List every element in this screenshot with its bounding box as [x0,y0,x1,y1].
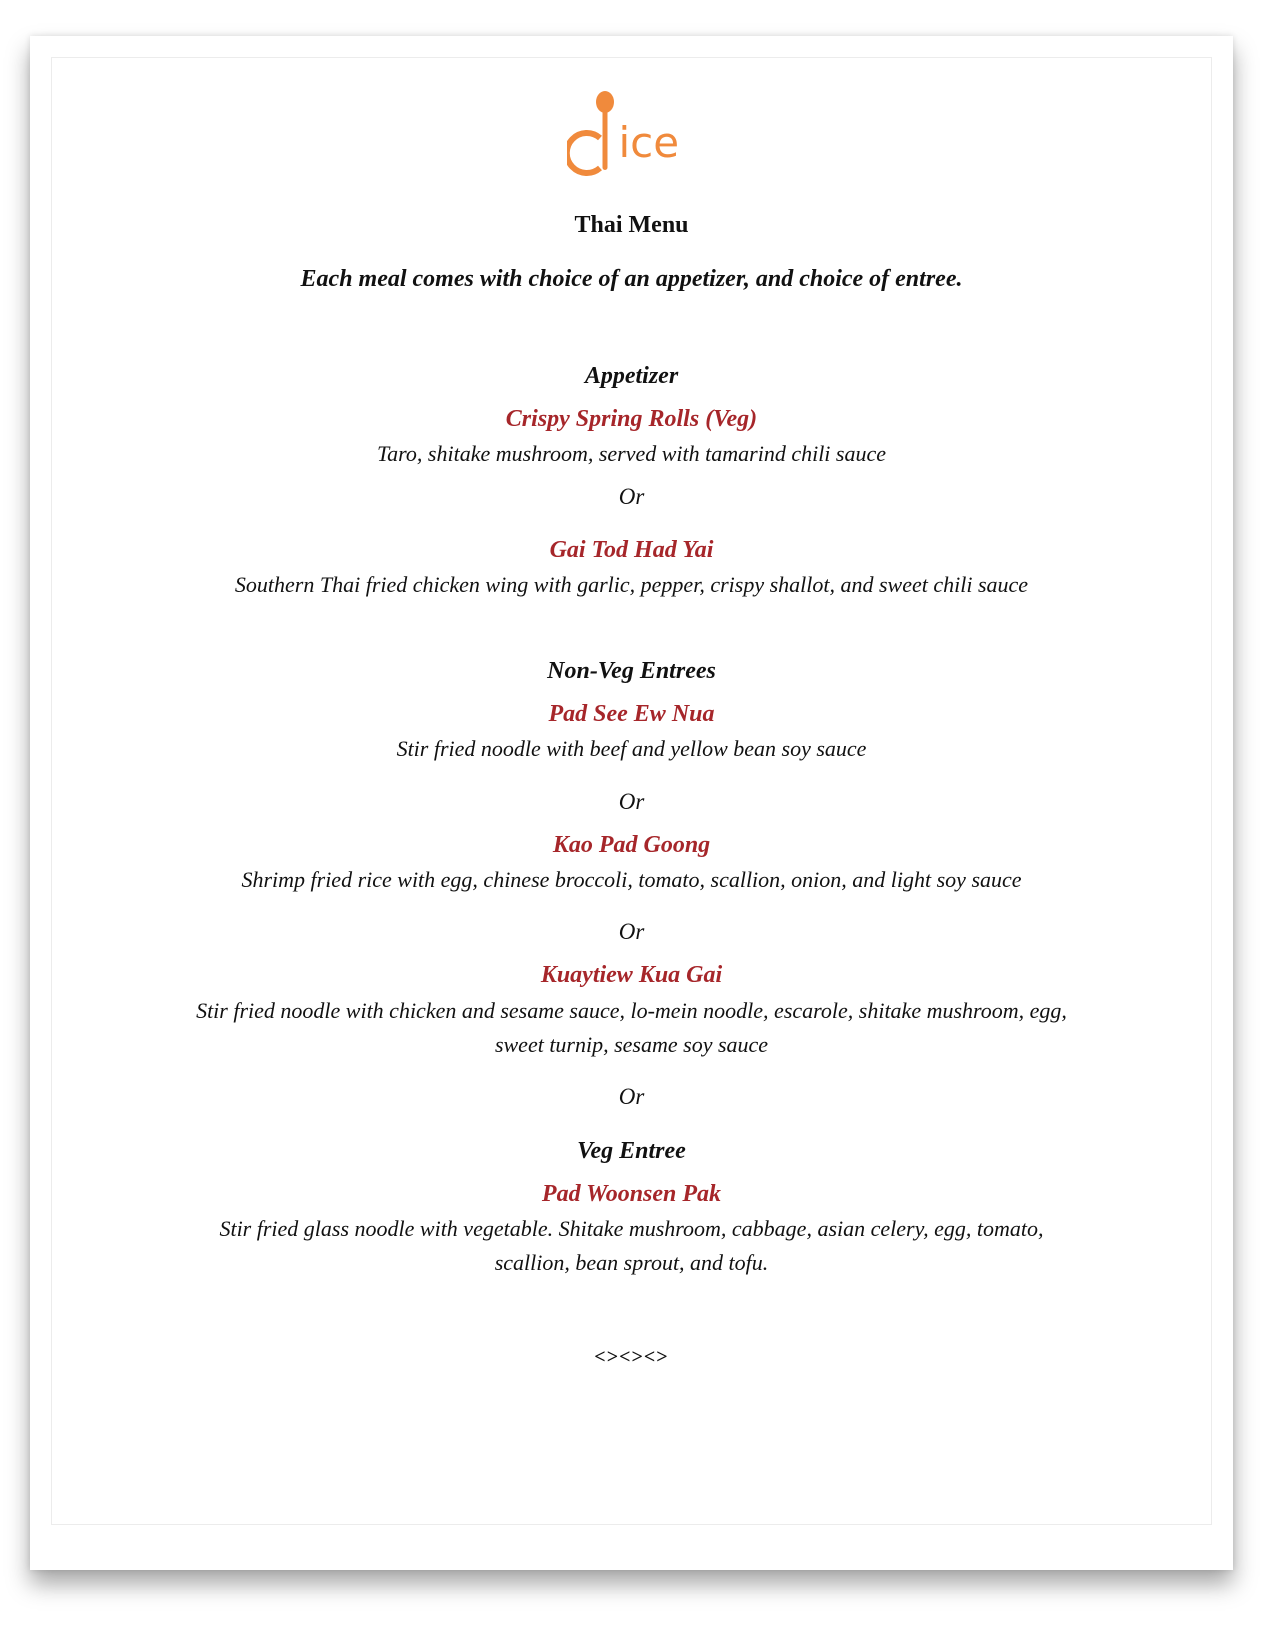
dish-description-line2: sweet turnip, sesame soy sauce [494,1032,769,1057]
dish-description: Stir fried noodle with beef and yellow bean soy sauce [396,736,867,761]
or-separator: Or [618,919,645,944]
dish-description-line1: Stir fried glass noodle with vegetable. Shitake mushroom, cabbage, asian celery, egg, tomato, [219,1216,1044,1241]
dish-description: Shrimp fried rice with egg, chinese broccoli, tomato, scallion, onion, and light soy sauce [241,867,1022,892]
dish-name: Gai Tod Had Yai [549,537,714,563]
dish-name: Pad Woonsen Pak [541,1181,722,1207]
or-separator: Or [618,789,645,814]
document-page [30,36,1233,1570]
veg-heading: Veg Entree [577,1138,686,1164]
nonveg-heading: Non-Veg Entrees [547,658,716,684]
or-separator: Or [618,1084,645,1109]
logo-text: ice [618,118,680,167]
appetizer-heading: Appetizer [584,363,679,389]
dish-name: Kao Pad Goong [552,832,711,858]
dish-name: Crispy Spring Rolls (Veg) [505,406,758,432]
dish-description-line2: scallion, bean sprout, and tofu. [494,1250,769,1275]
dish-name: Pad See Ew Nua [548,701,715,727]
dish-name: Kuaytiew Kua Gai [540,962,723,988]
dish-description-line1: Stir fried noodle with chicken and sesame sauce, lo-mein noodle, escarole, shitake mushroom, egg, [196,998,1067,1023]
dish-description: Taro, shitake mushroom, served with tamarind chili sauce [376,441,887,466]
menu-intro: Each meal comes with choice of an appetizer, and choice of entree. [300,266,963,292]
end-divider: <><><> [594,1346,669,1368]
or-separator: Or [618,484,645,509]
menu-title: Thai Menu [574,212,689,238]
dish-description: Southern Thai fried chicken wing with garlic, pepper, crispy shallot, and sweet chili sauce [234,572,1029,597]
page-body [52,58,1211,1524]
brand-logo [567,88,697,188]
